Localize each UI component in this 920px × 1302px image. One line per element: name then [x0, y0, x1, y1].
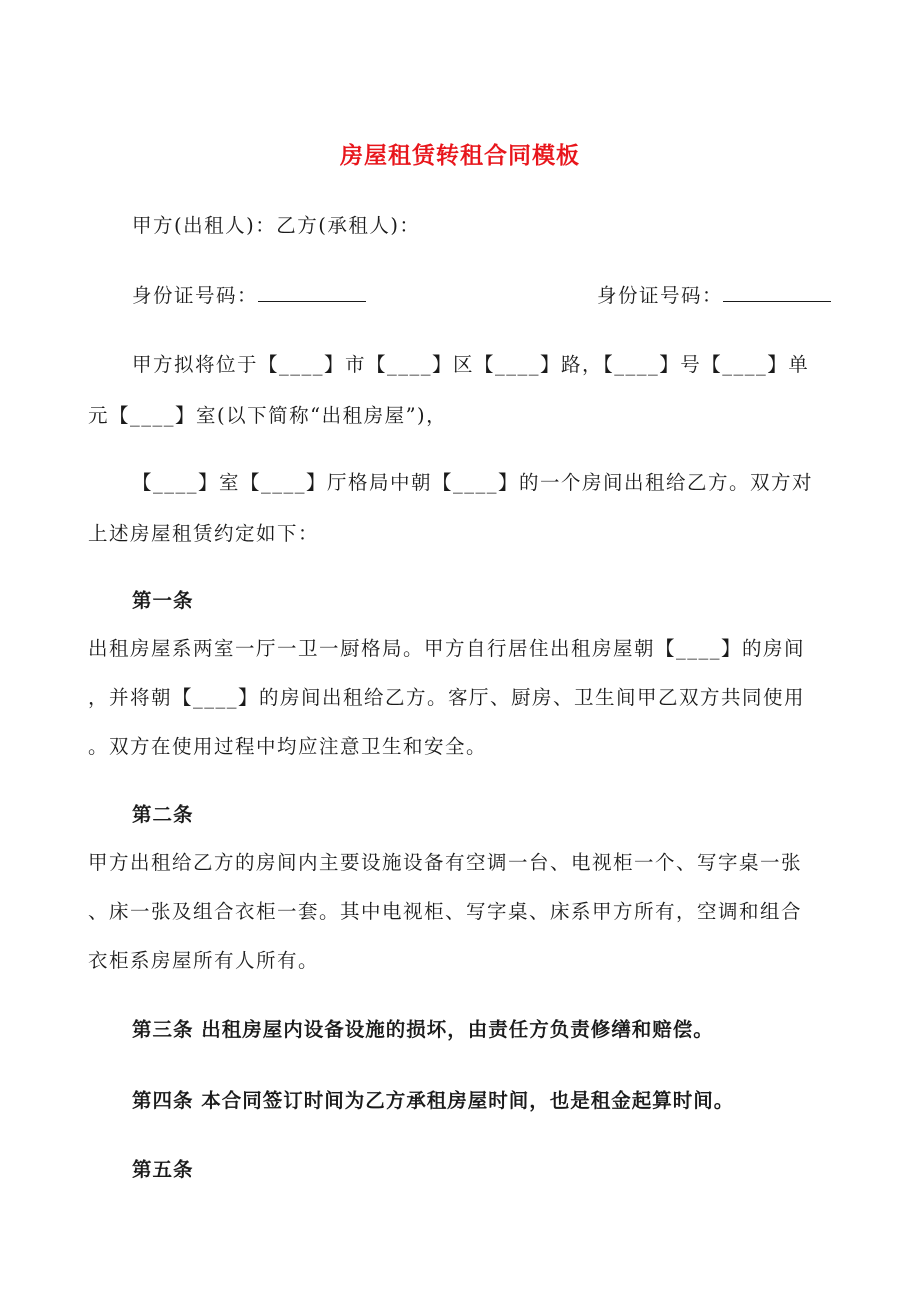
article-3: 第三条 出租房屋内设备设施的损坏，由责任方负责修缮和赔偿。 — [132, 1018, 714, 1041]
id-number-a-blank — [258, 281, 366, 302]
id-number-a — [132, 281, 366, 311]
article-1-line2: ，并将朝【____】的房间出租给乙方。客厅、厨房、卫生间甲乙双方共同使用 — [88, 686, 806, 709]
para2-line2: 上述房屋租赁约定如下： — [88, 522, 320, 545]
id-number-b — [597, 281, 831, 311]
para1-line1: 甲方拟将位于【____】市【____】区【____】路，【____】号【____】单 — [132, 353, 810, 376]
id-number-b-blank — [723, 281, 831, 302]
article-2-heading: 第二条 — [132, 803, 194, 826]
id-number-a-label: 身份证号码： — [132, 284, 259, 307]
article-1-line3: 。双方在使用过程中均应注意卫生和安全。 — [88, 735, 488, 758]
article-1-line1: 出租房屋系两室一厅一卫一厨格局。甲方自行居住出租房屋朝【____】的房间 — [88, 637, 806, 660]
article-2-line2: 、床一张及组合衣柜一套。其中电视柜、写字桌、床系甲方所有，空调和组合 — [88, 900, 803, 923]
article-4: 第四条 本合同签订时间为乙方承租房屋时间，也是租金起算时间。 — [132, 1089, 735, 1112]
para1-line2: 元【____】室(以下简称“出租房屋”)， — [88, 404, 448, 427]
article-2-line1: 甲方出租给乙方的房间内主要设施设备有空调一台、电视柜一个、写字桌一张 — [88, 851, 803, 874]
article-5-heading: 第五条 — [132, 1158, 194, 1181]
para2-line1: 【____】室【____】厅格局中朝【____】的一个房间出租给乙方。双方对 — [132, 471, 814, 494]
parties-line: 甲方(出租人)：乙方(承租人)： — [132, 214, 421, 237]
article-2-line3: 衣柜系房屋所有人所有。 — [88, 949, 320, 972]
id-number-b-label: 身份证号码： — [597, 284, 724, 307]
document-title: 房屋租赁转租合同模板 — [340, 143, 580, 169]
article-1-heading: 第一条 — [132, 589, 194, 612]
